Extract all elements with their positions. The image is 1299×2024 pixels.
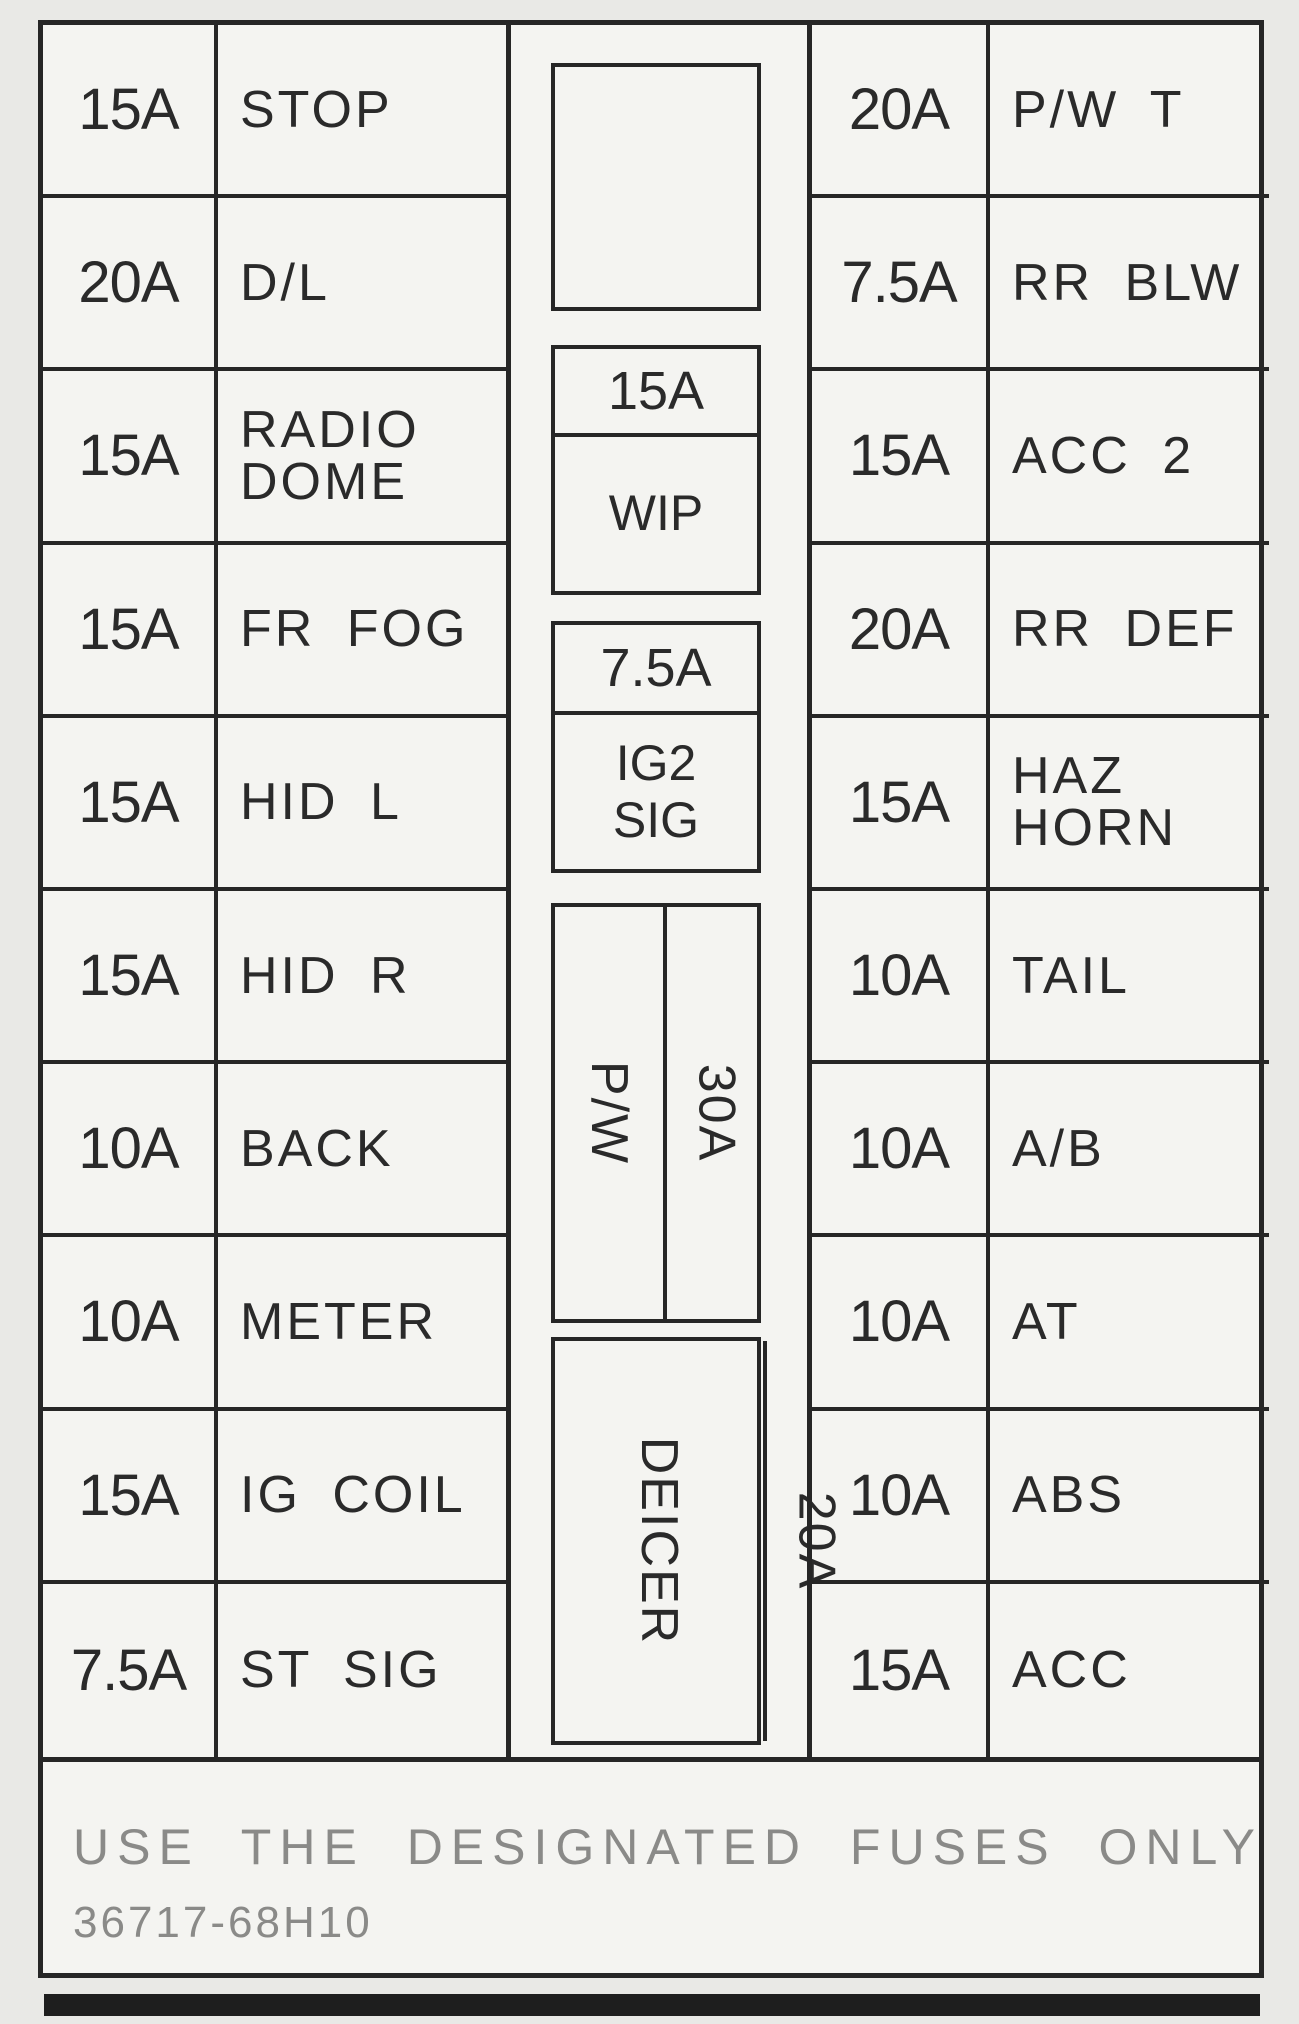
fuse-amperage: 10A bbox=[812, 891, 990, 1060]
fuse-row bbox=[812, 718, 1269, 891]
fuse-row bbox=[812, 198, 1269, 371]
fuse-ig2-sig bbox=[551, 621, 761, 873]
fuse-label-line: RR DEF bbox=[1012, 600, 1238, 659]
fuse-label bbox=[218, 891, 506, 1060]
fuse-label bbox=[218, 1064, 506, 1233]
fuse-label-line: STOP bbox=[240, 80, 393, 139]
fuse-deicer bbox=[551, 1337, 846, 1745]
fuse-row bbox=[43, 1237, 506, 1410]
fuse-wip bbox=[551, 345, 761, 595]
fuse-label-line: HAZ bbox=[1012, 747, 1125, 806]
empty-fuse-slot bbox=[551, 63, 761, 311]
fuse-label bbox=[990, 371, 1269, 540]
fuse-row bbox=[812, 1064, 1269, 1237]
fuse-label bbox=[218, 25, 506, 194]
fuse-label-line: BACK bbox=[240, 1119, 394, 1178]
fuse-amperage: 15A bbox=[43, 891, 218, 1060]
fuse-label bbox=[990, 198, 1269, 367]
fuse-label-line: METER bbox=[240, 1292, 437, 1351]
fuse-label-line: D/L bbox=[240, 253, 330, 312]
fuse-ig2-sig-label-line2: SIG bbox=[612, 792, 700, 848]
fuse-amperage: 10A bbox=[812, 1064, 990, 1233]
fuse-row bbox=[43, 891, 506, 1064]
fuse-label bbox=[218, 545, 506, 714]
fuse-label-line: P/W T bbox=[1012, 80, 1185, 139]
fuse-label bbox=[218, 1411, 506, 1580]
fuse-amperage: 15A bbox=[43, 718, 218, 887]
fuse-pw bbox=[551, 903, 761, 1323]
designated-fuses-notice: USE THE DESIGNATED FUSES ONLY bbox=[73, 1819, 1263, 1875]
fuse-amperage: 20A bbox=[812, 545, 990, 714]
bottom-edge-bar bbox=[44, 1994, 1260, 2016]
fuse-row bbox=[812, 1584, 1269, 1757]
footer-notice bbox=[43, 1757, 1263, 1983]
fuse-amperage: 15A bbox=[43, 545, 218, 714]
fuse-amperage: 7.5A bbox=[43, 1584, 218, 1757]
fuse-label-line: ACC bbox=[1012, 1641, 1131, 1700]
fuse-wip-amp: 15A bbox=[555, 349, 757, 437]
fuse-amperage: 15A bbox=[812, 1584, 990, 1757]
fuse-box-label bbox=[38, 20, 1264, 1978]
fuse-row bbox=[812, 545, 1269, 718]
left-fuse-column bbox=[43, 25, 511, 1757]
fuse-wip-label: WIP bbox=[608, 485, 704, 542]
fuse-label-line: DOME bbox=[240, 452, 408, 511]
part-number: 36717-68H10 bbox=[73, 1898, 373, 1947]
fuse-row bbox=[43, 198, 506, 371]
fuse-deicer-amp: 20A bbox=[787, 1491, 846, 1591]
fuse-amperage: 10A bbox=[43, 1064, 218, 1233]
fuse-ig2-sig-label-line1: IG2 bbox=[615, 734, 697, 791]
fuse-amperage: 10A bbox=[43, 1237, 218, 1406]
fuse-label bbox=[218, 198, 506, 367]
fuse-amperage: 15A bbox=[812, 371, 990, 540]
fuse-label-line: HID R bbox=[240, 946, 411, 1005]
fuse-deicer-label: DEICER bbox=[630, 1436, 689, 1646]
fuse-label-line: ST SIG bbox=[240, 1641, 442, 1700]
fuse-amperage: 15A bbox=[43, 371, 218, 540]
fuse-row bbox=[812, 891, 1269, 1064]
fuse-row bbox=[43, 545, 506, 718]
fuse-label bbox=[218, 371, 506, 540]
fuse-row bbox=[43, 1064, 506, 1237]
fuse-label bbox=[990, 1064, 1269, 1233]
fuse-amperage: 10A bbox=[812, 1411, 990, 1580]
center-fuse-column bbox=[511, 25, 846, 1757]
fuse-label bbox=[990, 891, 1269, 1060]
fuse-label-line: TAIL bbox=[1012, 946, 1130, 1005]
fuse-label-line: IG COIL bbox=[240, 1466, 466, 1525]
right-fuse-column bbox=[807, 25, 1269, 1757]
fuse-label bbox=[990, 1237, 1269, 1406]
fuse-row bbox=[812, 25, 1269, 198]
fuse-label-line: FR FOG bbox=[240, 600, 469, 659]
fuse-label bbox=[218, 1237, 506, 1406]
fuse-label-line: RR BLW bbox=[1012, 253, 1243, 312]
fuse-pw-label: P/W bbox=[580, 1060, 638, 1166]
fuse-amperage: 15A bbox=[43, 25, 218, 194]
fuse-row bbox=[43, 1411, 506, 1584]
fuse-amperage: 20A bbox=[43, 198, 218, 367]
fuse-amperage: 10A bbox=[812, 1237, 990, 1406]
fuse-label-line: HORN bbox=[1012, 799, 1178, 858]
fuse-row bbox=[43, 1584, 506, 1757]
fuse-label bbox=[990, 25, 1269, 194]
fuse-label bbox=[218, 1584, 506, 1757]
fuse-label-line: AT bbox=[1012, 1292, 1081, 1351]
fuse-amperage: 20A bbox=[812, 25, 990, 194]
fuse-label-line: ACC 2 bbox=[1012, 426, 1195, 485]
fuse-row bbox=[812, 1411, 1269, 1584]
fuse-label bbox=[990, 718, 1269, 887]
fuse-row bbox=[812, 371, 1269, 544]
fuse-ig2-sig-amp: 7.5A bbox=[555, 625, 757, 715]
fuse-label-line: A/B bbox=[1012, 1119, 1105, 1178]
fuse-label-line: ABS bbox=[1012, 1466, 1126, 1525]
fuse-row bbox=[812, 1237, 1269, 1410]
fuse-row bbox=[43, 25, 506, 198]
fuse-row bbox=[43, 371, 506, 544]
fuse-amperage: 15A bbox=[43, 1411, 218, 1580]
fuse-label-line: HID L bbox=[240, 773, 402, 832]
fuse-label-line: RADIO bbox=[240, 400, 420, 459]
fuse-amperage: 7.5A bbox=[812, 198, 990, 367]
fuse-label bbox=[218, 718, 506, 887]
fuse-label bbox=[990, 1411, 1269, 1580]
fuse-label bbox=[990, 1584, 1269, 1757]
fuse-pw-amp: 30A bbox=[687, 1063, 746, 1163]
fuse-row bbox=[43, 718, 506, 891]
fuse-label bbox=[990, 545, 1269, 714]
fuse-amperage: 15A bbox=[812, 718, 990, 887]
